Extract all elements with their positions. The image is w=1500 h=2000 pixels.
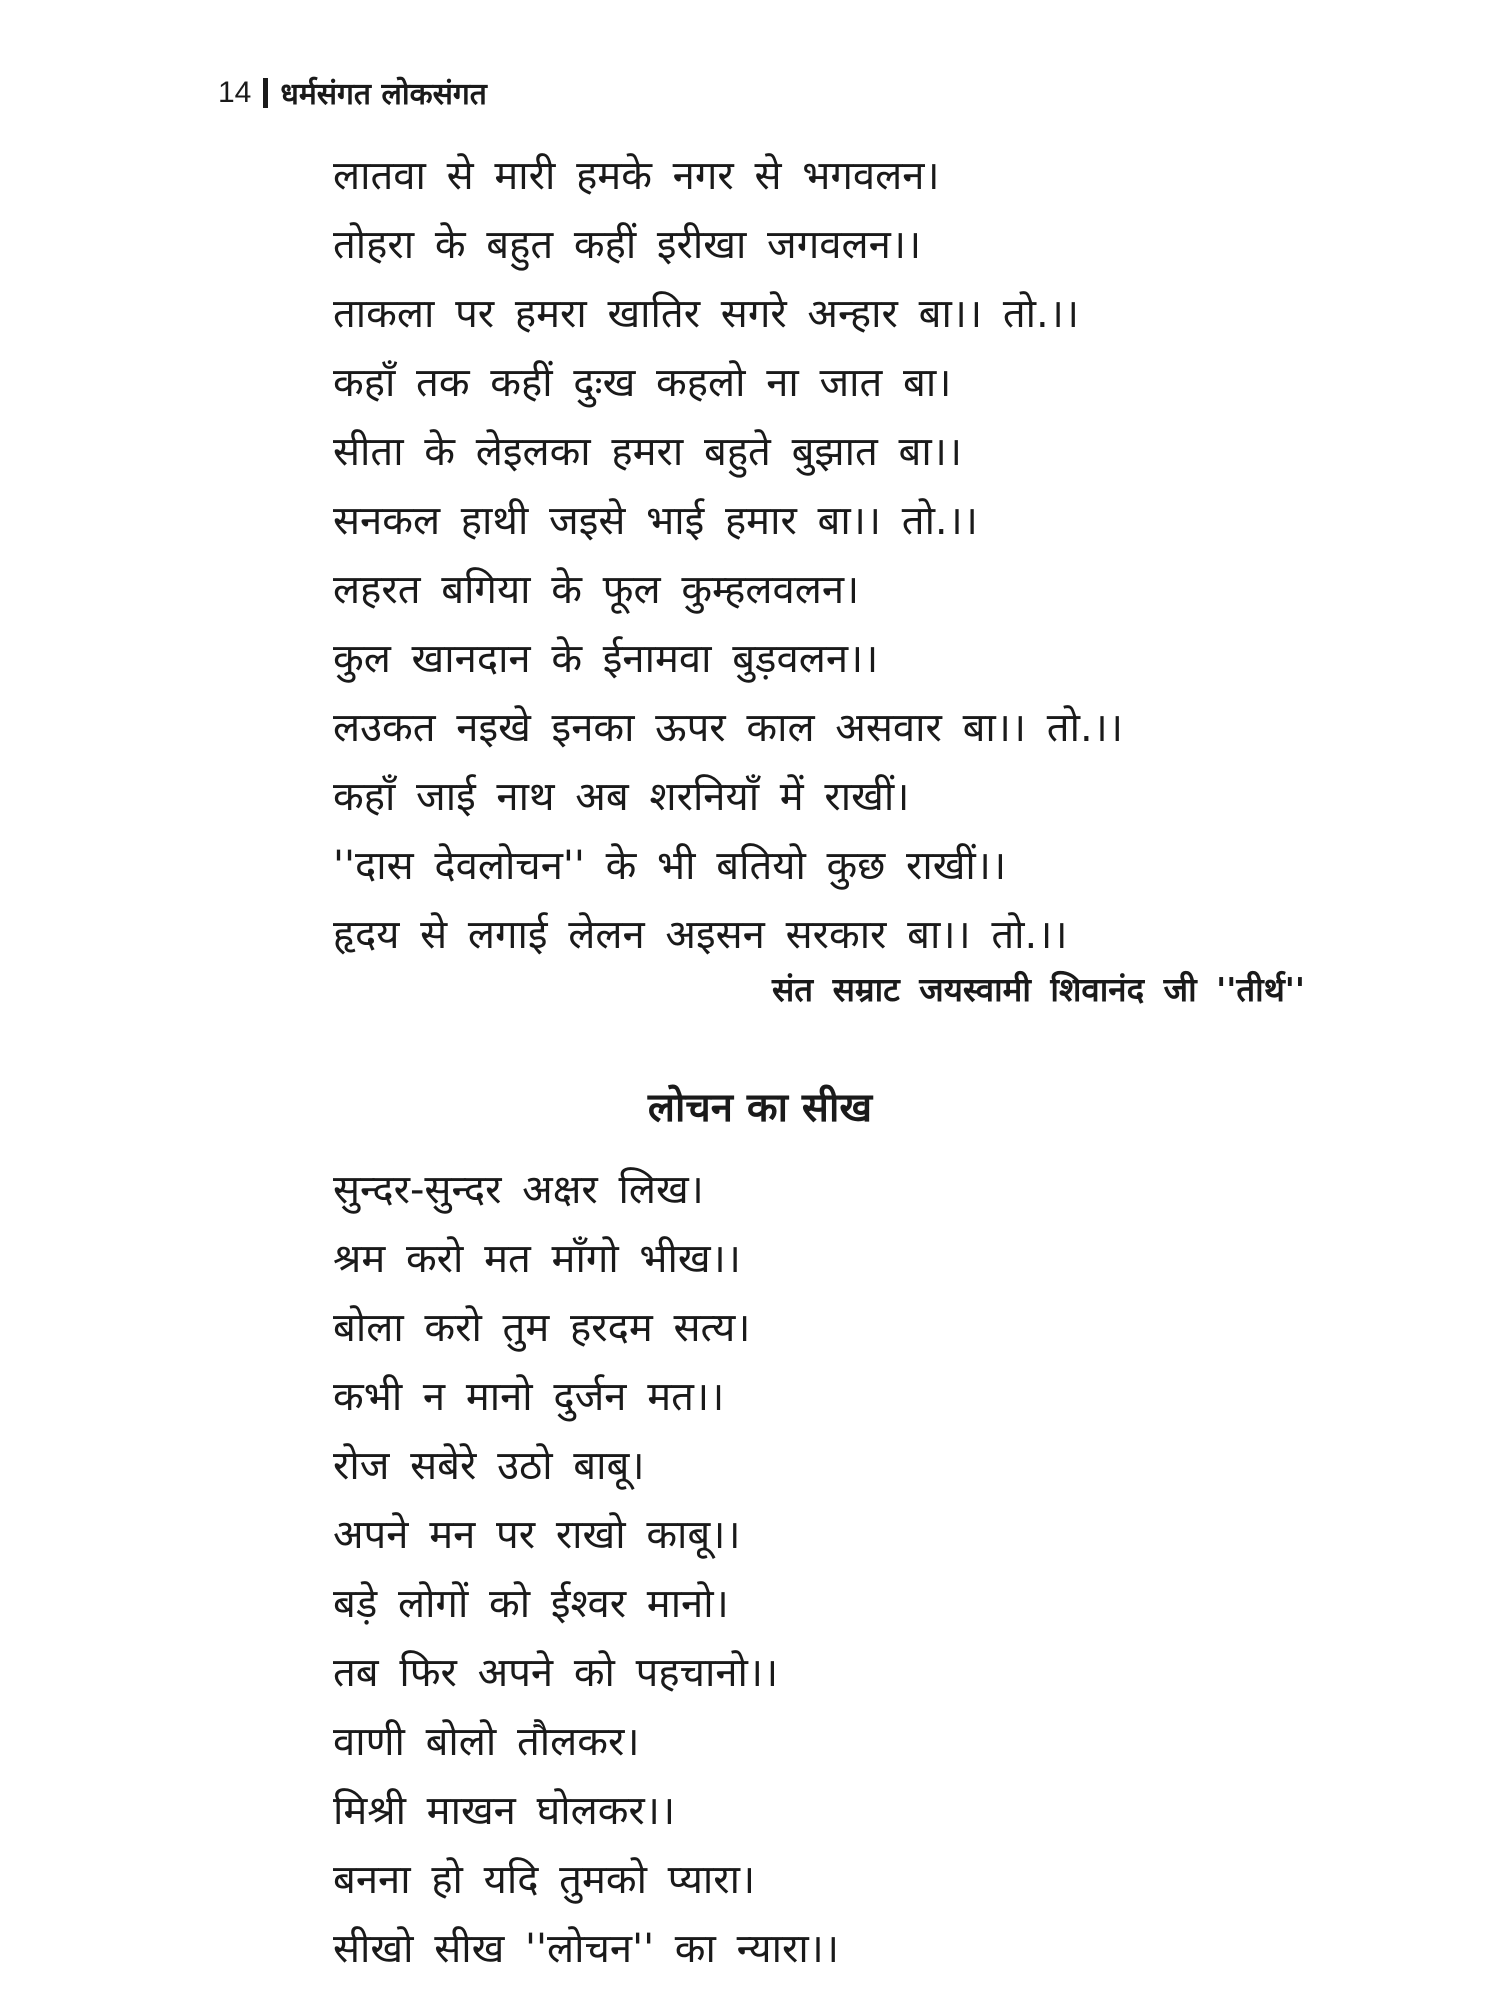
poem-line: सुन्दर-सुन्दर अक्षर लिख। (333, 1167, 704, 1213)
verse-line: लातवा से मारी हमके नगर से भगवलन। (333, 153, 940, 199)
poem-line: बोला करो तुम हरदम सत्य। (333, 1305, 751, 1351)
verse-line: लहरत बगिया के फूल कुम्हलवलन। (333, 567, 860, 613)
page-number: 14 (218, 75, 252, 109)
poem-line: कभी न मानो दुर्जन मत।। (333, 1374, 725, 1420)
verse-line: तोहरा के बहुत कहीं इरीखा जगवलन।। (333, 222, 922, 268)
verse-line: कहाँ जाई नाथ अब शरनियाँ में राखीं। (333, 774, 910, 820)
poem-lines (333, 1156, 839, 1984)
header-separator (263, 78, 268, 108)
verse-line: हृदय से लगाई लेलन अइसन सरकार बा।। तो.।। (333, 912, 1068, 958)
page-header (218, 72, 487, 113)
verse-block-1 (333, 142, 1123, 970)
verse-line: लउकत नइखे इनका ऊपर काल असवार बा।। तो.।। (333, 705, 1123, 751)
verse-line: कहाँ तक कहीं दुःख कहलो ना जात बा। (333, 360, 952, 406)
poem-line: बड़े लोगों को ईश्वर मानो। (333, 1581, 729, 1627)
poem-line: सीखो सीख ''लोचन'' का न्यारा।। (333, 1926, 840, 1972)
verse-line: ''दास देवलोचन'' के भी बतियो कुछ राखीं।। (333, 843, 1007, 889)
poem-line: श्रम करो मत माँगो भीख।। (333, 1236, 741, 1282)
poem-line: तब फिर अपने को पहचानो।। (333, 1650, 779, 1696)
verse-line: ताकला पर हमरा खातिर सगरे अन्हार बा।। तो.।। (333, 291, 1080, 337)
verse-line: कुल खानदान के ईनामवा बुड़वलन।। (333, 636, 879, 682)
poem-line: मिश्री माखन घोलकर।। (333, 1788, 676, 1834)
poem-line: रोज सबेरे उठो बाबू। (333, 1443, 645, 1489)
verse-line: सीता के लेइलका हमरा बहुते बुझात बा।। (333, 429, 963, 475)
poem-line: वाणी बोलो तौलकर। (333, 1719, 640, 1765)
book-title: धर्मसंगत लोकसंगत (280, 77, 487, 112)
poem-line: बनना हो यदि तुमको प्यारा। (333, 1857, 756, 1903)
poem-title: लोचन का सीख (647, 1085, 873, 1131)
verse-attribution: संत सम्राट जयस्वामी शिवानंद जी ''तीर्थ'' (771, 970, 1305, 1009)
verse-line: सनकल हाथी जइसे भाई हमार बा।। तो.।। (333, 498, 978, 544)
poem-line: अपने मन पर राखो काबू।। (333, 1512, 741, 1558)
